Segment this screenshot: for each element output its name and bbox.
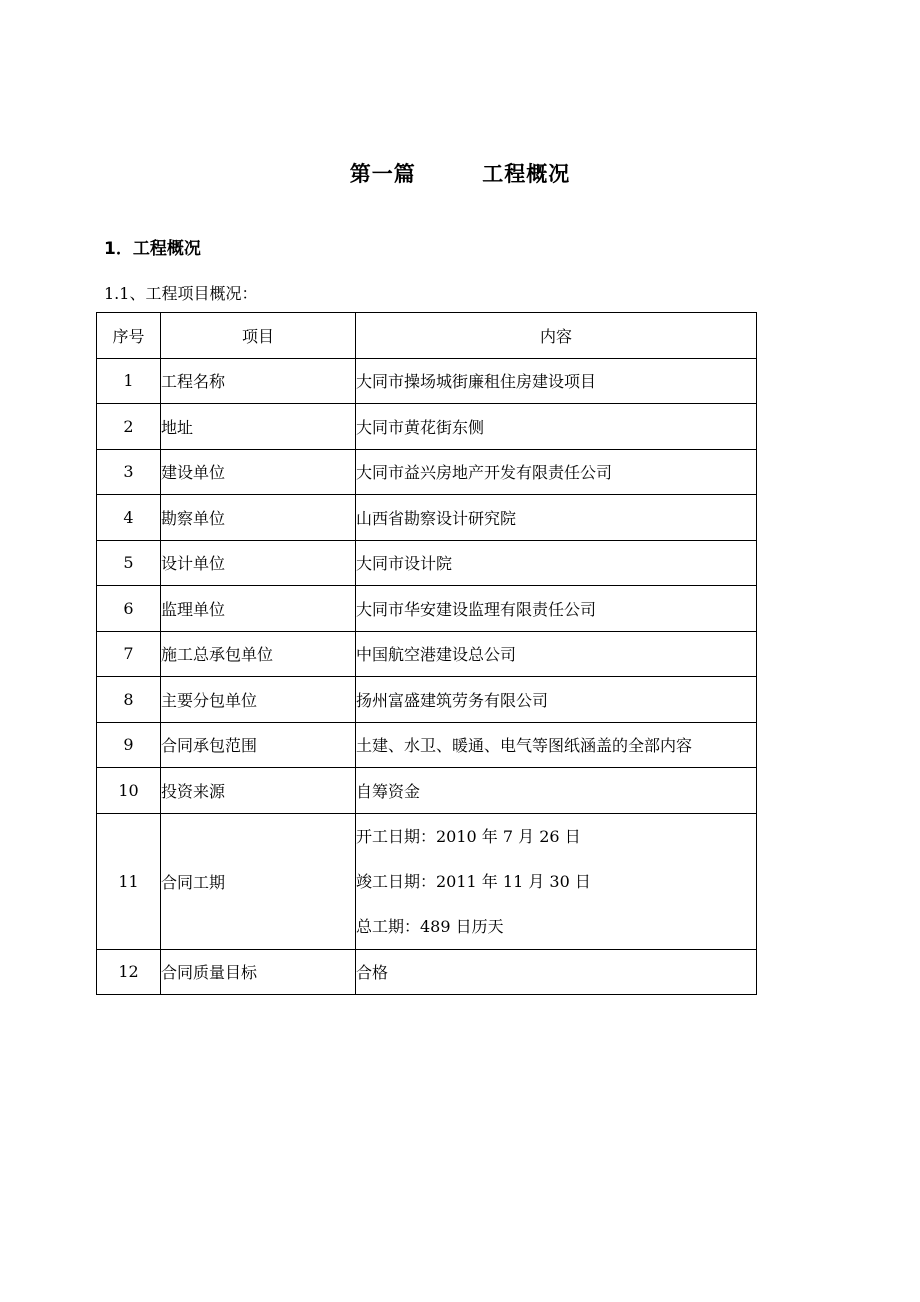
- table-row: [97, 631, 757, 677]
- section-heading: 1．工程概况: [104, 239, 201, 259]
- page-title: 第一篇 工程概况: [349, 162, 571, 186]
- row-item: 合同承包范围: [161, 722, 356, 768]
- header-content: 内容: [356, 313, 757, 359]
- row-item: 工程名称: [161, 358, 356, 404]
- row-content: 山西省勘察设计研究院: [356, 495, 757, 541]
- row-no: 10: [97, 768, 161, 814]
- row-item: 设计单位: [161, 540, 356, 586]
- row-content: 中国航空港建设总公司: [356, 631, 757, 677]
- row-content: 合格: [356, 949, 757, 995]
- row-content: 土建、水卫、暖通、电气等图纸涵盖的全部内容: [356, 722, 757, 768]
- start-date-line: 开工日期：2010 年 7 月 26 日: [356, 826, 581, 846]
- row-item: 勘察单位: [161, 495, 356, 541]
- row-no: 9: [97, 722, 161, 768]
- table-row: [97, 540, 757, 586]
- row-item: 合同质量目标: [161, 949, 356, 995]
- row-content-contract-period: [356, 813, 757, 949]
- row-no: 5: [97, 540, 161, 586]
- row-item: 投资来源: [161, 768, 356, 814]
- row-no: 3: [97, 449, 161, 495]
- row-item: 监理单位: [161, 586, 356, 632]
- table-header-row: [97, 313, 757, 359]
- row-content: 大同市益兴房地产开发有限责任公司: [356, 449, 757, 495]
- row-content: 自筹资金: [356, 768, 757, 814]
- row-content: 大同市操场城街廉租住房建设项目: [356, 358, 757, 404]
- completion-date-line: 竣工日期：2011 年 11 月 30 日: [356, 871, 591, 891]
- row-no: 8: [97, 677, 161, 723]
- table-row: [97, 586, 757, 632]
- header-item: 项目: [161, 313, 356, 359]
- table-row: [97, 495, 757, 541]
- table-row: [97, 677, 757, 723]
- table-row: [97, 404, 757, 450]
- row-no: 7: [97, 631, 161, 677]
- row-item: 施工总承包单位: [161, 631, 356, 677]
- table-row: [97, 949, 757, 995]
- row-no: 1: [97, 358, 161, 404]
- row-content: 大同市华安建设监理有限责任公司: [356, 586, 757, 632]
- header-no: 序号: [97, 313, 161, 359]
- table-row: [97, 449, 757, 495]
- row-content: 大同市黄花街东侧: [356, 404, 757, 450]
- table-row: [97, 768, 757, 814]
- row-content: 大同市设计院: [356, 540, 757, 586]
- row-item: 主要分包单位: [161, 677, 356, 723]
- row-no: 2: [97, 404, 161, 450]
- subsection-heading: 1.1、工程项目概况：: [104, 284, 258, 303]
- total-duration-line: 总工期：489 日历天: [356, 916, 504, 936]
- row-content: 扬州富盛建筑劳务有限公司: [356, 677, 757, 723]
- project-overview-table: [96, 312, 757, 995]
- table-row: [97, 358, 757, 404]
- row-no: 12: [97, 949, 161, 995]
- row-no: 4: [97, 495, 161, 541]
- table-row: [97, 722, 757, 768]
- row-item: 合同工期: [161, 813, 356, 949]
- row-item: 地址: [161, 404, 356, 450]
- row-item: 建设单位: [161, 449, 356, 495]
- row-no: 11: [97, 813, 161, 949]
- table-row-contract-period: [97, 813, 757, 949]
- row-no: 6: [97, 586, 161, 632]
